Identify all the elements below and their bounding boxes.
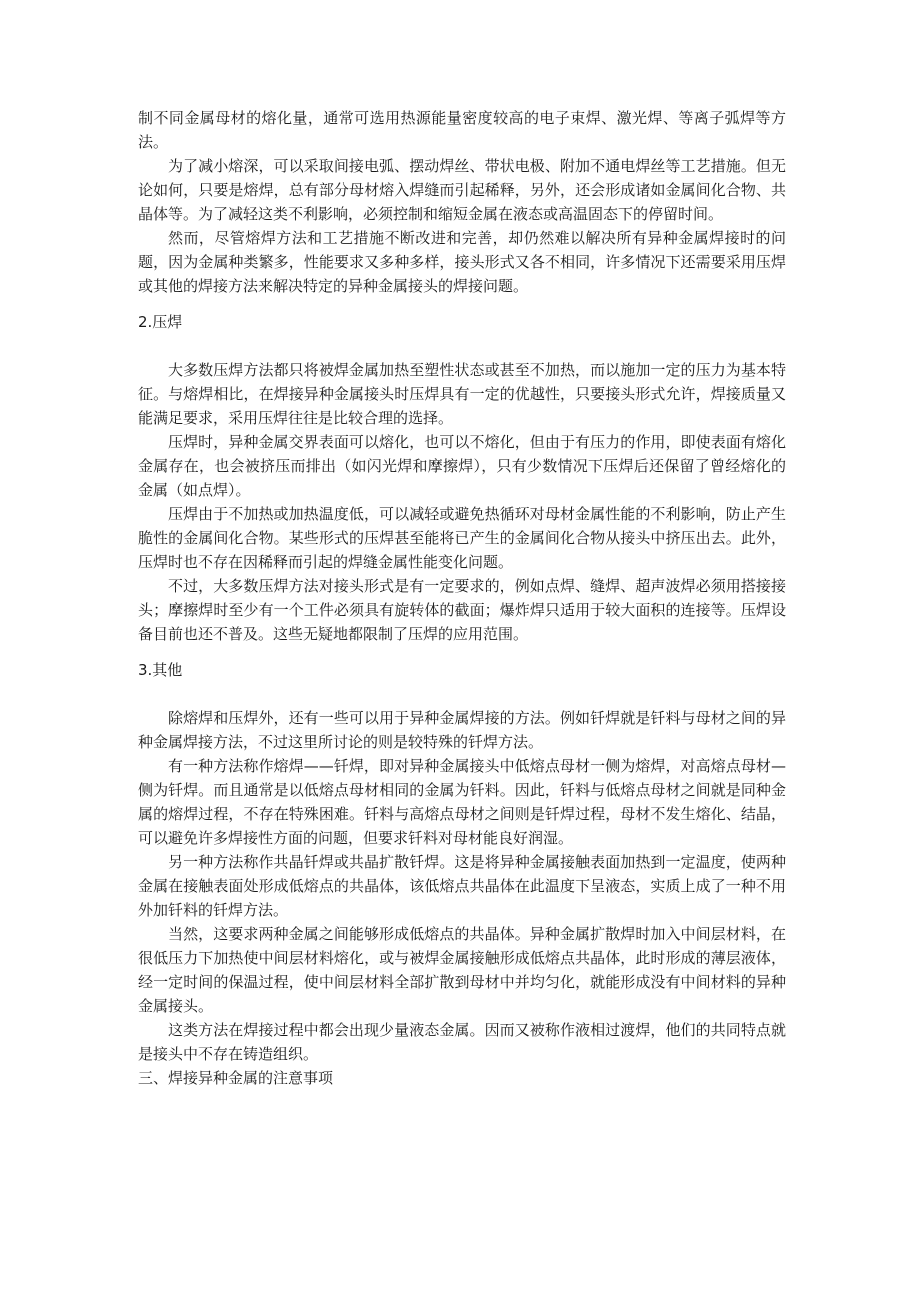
- section-heading-pressure-welding: 2.压焊: [138, 313, 183, 331]
- paragraph: 有一种方法称作熔焊——钎焊，即对异种金属接头中低熔点母材一侧为熔焊，对高熔点母材—侧为钎焊。而且通常是以低熔点母材相同的金属为钎料。因此，钎料与低熔点母材之间就是同种金属的熔焊过程，不存在特殊困难。钎料与高熔点母材之间则是钎焊过程，母材不发生熔化、结晶，可以避免许多焊接性方面的问题，但要求钎料对母材能良好润湿。: [138, 757, 786, 847]
- paragraph: 这类方法在焊接过程中都会出现少量液态金属。因而又被称作液相过渡焊，他们的共同特点就是接头中不存在铸造组织。: [138, 1021, 786, 1063]
- paragraph: 除熔焊和压焊外，还有一些可以用于异种金属焊接的方法。例如钎焊就是钎料与母材之间的异种金属焊接方法，不过这里所讨论的则是较特殊的钎焊方法。: [138, 709, 786, 751]
- paragraph: 制不同金属母材的熔化量，通常可选用热源能量密度较高的电子束焊、激光焊、等离子弧焊等方法。: [138, 109, 786, 151]
- paragraph: 当然，这要求两种金属之间能够形成低熔点的共晶体。异种金属扩散焊时加入中间层材料，在很低压力下加热使中间层材料熔化，或与被焊金属接触形成低熔点共晶体，此时形成的薄层液体，经一定时间的保温过程，使中间层材料全部扩散到母材中并均匀化，就能形成没有中间材料的异种金属接头。: [138, 925, 786, 1015]
- paragraph: 大多数压焊方法都只将被焊金属加热至塑性状态或甚至不加热，而以施加一定的压力为基本特征。与熔焊相比，在焊接异种金属接头时压焊具有一定的优越性，只要接头形式允许，焊接质量又能满足要求，采用压焊往往是比较合理的选择。: [138, 361, 786, 427]
- paragraph: 为了减小熔深，可以采取间接电弧、摆动焊丝、带状电极、附加不通电焊丝等工艺措施。但无论如何，只要是熔焊，总有部分母材熔入焊缝而引起稀释，另外，还会形成诸如金属间化合物、共晶体等。为了减轻这类不利影响，必须控制和缩短金属在液态或高温固态下的停留时间。: [138, 157, 786, 223]
- section-heading-precautions: 三、焊接异种金属的注意事项: [138, 1069, 334, 1087]
- paragraph: 另一种方法称作共晶钎焊或共晶扩散钎焊。这是将异种金属接触表面加热到一定温度，使两种金属在接触表面处形成低熔点的共晶体，该低熔点共晶体在此温度下呈液态，实质上成了一种不用外加钎料的钎焊方法。: [138, 853, 786, 919]
- section-heading-others: 3.其他: [138, 661, 183, 679]
- paragraph: 不过，大多数压焊方法对接头形式是有一定要求的，例如点焊、缝焊、超声波焊必须用搭接接头；摩擦焊时至少有一个工件必须具有旋转体的截面；爆炸焊只适用于较大面积的连接等。压焊设备目前也还不普及。这些无疑地都限制了压焊的应用范围。: [138, 577, 786, 643]
- paragraph: 然而，尽管熔焊方法和工艺措施不断改进和完善，却仍然难以解决所有异种金属焊接时的问题，因为金属种类繁多，性能要求又多种多样，接头形式又各不相同，许多情况下还需要采用压焊或其他的焊接方法来解决特定的异种金属接头的焊接问题。: [138, 229, 786, 295]
- paragraph: 压焊由于不加热或加热温度低，可以减轻或避免热循环对母材金属性能的不利影响，防止产生脆性的金属间化合物。某些形式的压焊甚至能将已产生的金属间化合物从接头中挤压出去。此外，压焊时也不存在因稀释而引起的焊缝金属性能变化问题。: [138, 505, 786, 571]
- paragraph: 压焊时，异种金属交界表面可以熔化，也可以不熔化，但由于有压力的作用，即使表面有熔化金属存在，也会被挤压而排出（如闪光焊和摩擦焊），只有少数情况下压焊后还保留了曾经熔化的金属（如点焊）。: [138, 433, 786, 499]
- document-body: [138, 106, 786, 1090]
